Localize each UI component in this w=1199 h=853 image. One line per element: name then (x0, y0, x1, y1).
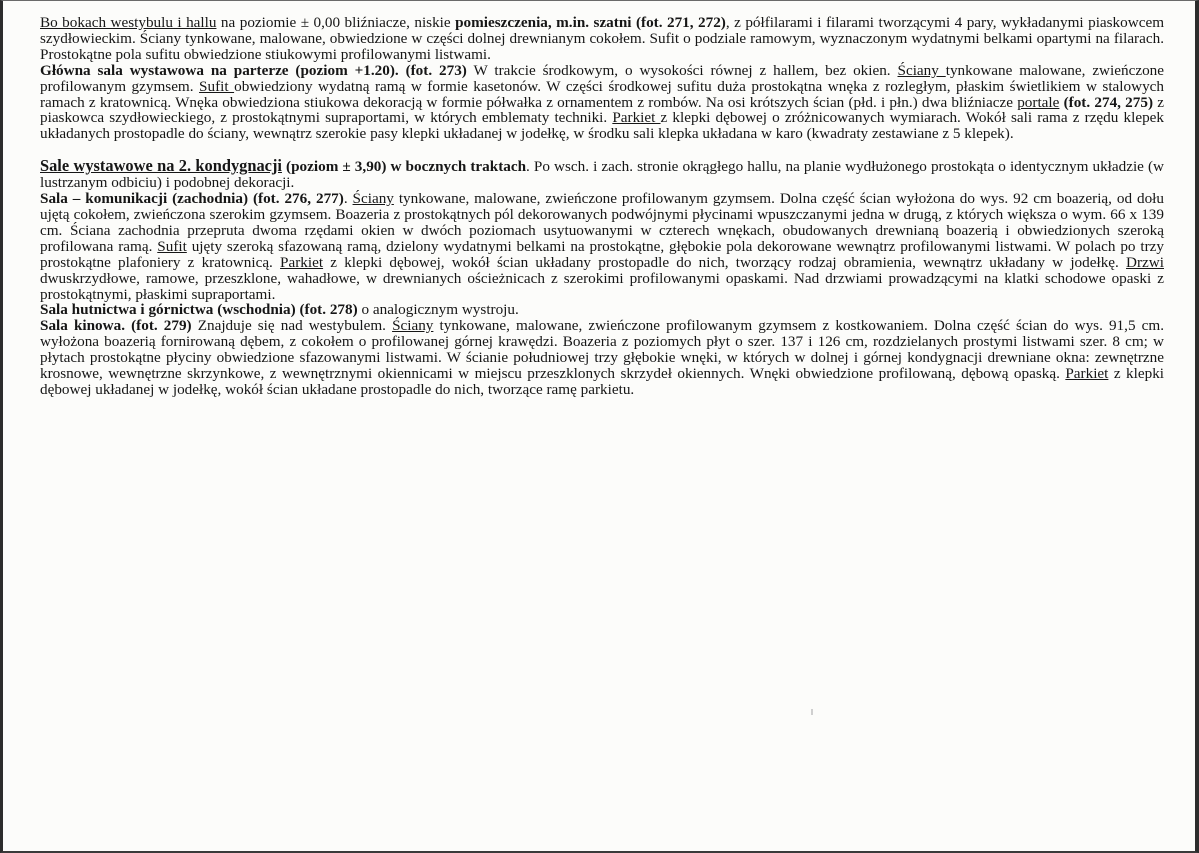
text-segment: , z półfilarami i filarami tworzącymi 4 pary, wykładanymi piaskowcem szydłowieckim. Ściany tynkowane, malowane, obwiedzione w części dolnej drewnianym cokołem. Sufit o podziale ramowym, wyznaczonym wydatnymi belkami opartymi na filarach. Prostokątne pola sufitu obwiedzione stiukowymi profilowanymi listwami. (40, 14, 1165, 63)
paragraph-ground-floor-rooms (40, 15, 1164, 63)
text-segment: Ściany (352, 190, 394, 208)
text-segment: na poziomie ± 0,00 bliźniacze, niskie (216, 14, 456, 31)
text-segment: ujęty szeroką sfazowaną ramą, dzielony wydatnymi belkami na prostokątne, głębokie pola dekorowane wewnątrz profilowanymi listwami. W polach po trzy prostokątne plafoniery z kratownicą. (40, 237, 1164, 271)
text-segment: (poziom ± 3,90) w bocznych traktach (281, 158, 527, 176)
text-segment: o analogicznym wystroju. (357, 301, 519, 319)
text-segment: Ściany (897, 61, 946, 79)
text-segment: portale (1017, 93, 1060, 111)
text-segment: tynkowane, malowane, zwieńczone profilowanym gzymsem z kostkowaniem. Dolna część ścian do wys. 91,5 cm. wyłożona boazerią fornirowaną dębem, z cokołem o profilowanej górnej krawędzi. Boazeria z poziomych płyt o szer. 137 i 126 cm, rozdzielanych prostymi listwami szer. 8 cm; w płytach prostokątne płyciny obwiedzione sfazowanymi listwami. W ścianie południowej trzy głębokie wnęki, w których w dolnej i górnej kondygnacji drewniane okna: zewnętrzne krosnowe, wewnętrzne skrzynkowe, z wewnętrznymi okiennicami w miejscu przeszklonych skrzydeł okiennych. Wnęki obwiedzione profilowaną, dębową opaską. (40, 317, 1164, 383)
text-segment: tynkowane malowane, zwieńczone profilowanym gzymsem. (40, 61, 1164, 95)
paragraph-metallurgy-hall (40, 302, 1164, 318)
text-segment: Bo bokach westybulu i hallu (40, 14, 217, 31)
text-segment: tynkowane, malowane, zwieńczone profilowanym gzymsem. Dolna część ścian wyłożona do wys. 92 cm boazerią, od dołu ujętą cokołem, zwieńczona szerokim gzymsem. Boazeria z prostokątnych pól dekorowanych podwójnymi płycinami wpuszczanymi jedna w drugą, z których większa o wym. 66 x 139 cm. Ściana zachodnia przepruta dwoma rzędami okien w dwóch poziomach usytuowanymi w czterech wnękach, obudowanych drewnianą boazerią i obwiedzionych szeroką profilowana ramą. (40, 190, 1164, 255)
text-segment: pomieszczenia, m.in. szatni (fot. 271, 272) (455, 14, 726, 31)
text-segment: Znajduje się nad westybulem. (191, 317, 393, 335)
text-segment: obwiedziony wydatną ramą w formie kasetonów. W części środkowej sufitu duża prostokątna wnęka z rozległym, płaskim świetlikiem w stalowych ramach z kratownicą. Wnęka obwiedziona stiukowa dekoracją w formie półwałka z ornamentem z rombów. Na osi krótszych ścian (płd. i płn.) dwa bliźniacze (40, 77, 1164, 111)
text-segment: Ściany (392, 317, 434, 335)
text-segment: Sala – komunikacji (zachodnia) (fot. 276, 277) (40, 190, 344, 208)
paragraph-main-exhibition-hall (40, 63, 1164, 143)
text-segment: (fot. 274, 275) (1059, 93, 1154, 111)
document-body (40, 15, 1164, 398)
text-segment: Drzwi (1126, 253, 1164, 271)
text-segment: . Po wsch. i zach. stronie okrągłego hallu, na planie wydłużonego prostokąta o identycznym układzie (w lustrzanym odbiciu) i podobnej dekoracji. (40, 158, 1165, 192)
paragraph-second-floor-halls (40, 158, 1164, 191)
text-segment: Parkiet (612, 109, 661, 127)
scan-speck (811, 709, 813, 715)
section-heading: Sale wystawowe na 2. kondygnacji (40, 156, 282, 176)
text-segment: Sala hutnictwa i górnictwa (wschodnia) (fot. 278) (40, 301, 358, 319)
text-segment: z piaskowca szydłowieckiego, z prostokątnymi supraportami, w których emblematy techniki. (40, 93, 1164, 127)
text-segment: z klepki dębowej, wokół ścian układany prostopadle do nich, tworzący rodzaj obramienia, wewnątrz układany w jodełkę. (323, 253, 1127, 271)
text-segment: z klepki dębowej układanej w jodełkę, wokół ścian układane prostopadle do nich, tworzące ramę parkietu. (40, 365, 1165, 398)
text-segment: . (343, 190, 353, 208)
text-segment: z klepki dębowej o zróżnicowanych wymiarach. Wokół sali rama z rzędu klepek układanych prostopadle do ściany, wewnątrz szerokie pasy klepki układanej w jodełkę, w środku sali klepka układana w karo (kwadraty zestawiane z 5 klepek). (40, 109, 1165, 143)
text-segment: Sala kinowa. (fot. 279) (40, 317, 192, 335)
text-segment: W trakcie środkowym, o wysokości równej z hallem, bez okien. (466, 61, 898, 79)
paragraph-communication-hall (40, 191, 1164, 302)
text-segment: Sufit (199, 77, 235, 95)
text-segment: Sufit (157, 237, 187, 255)
text-segment: dwuskrzydłowe, ramowe, przeszklone, wahadłowe, w drewnianych ościeżnicach z szerokimi profilowanymi opaskami. Nad drzwiami prowadzącymi na klatki schodowe opaski z prostokątnymi, płaskimi supraportami. (40, 269, 1164, 303)
text-segment: Parkiet (280, 253, 324, 271)
text-segment: Główna sala wystawowa na parterze (poziom +1.20). (fot. 273) (40, 61, 467, 79)
text-segment: Parkiet (1065, 365, 1109, 383)
paragraph-cinema-hall (40, 318, 1164, 398)
